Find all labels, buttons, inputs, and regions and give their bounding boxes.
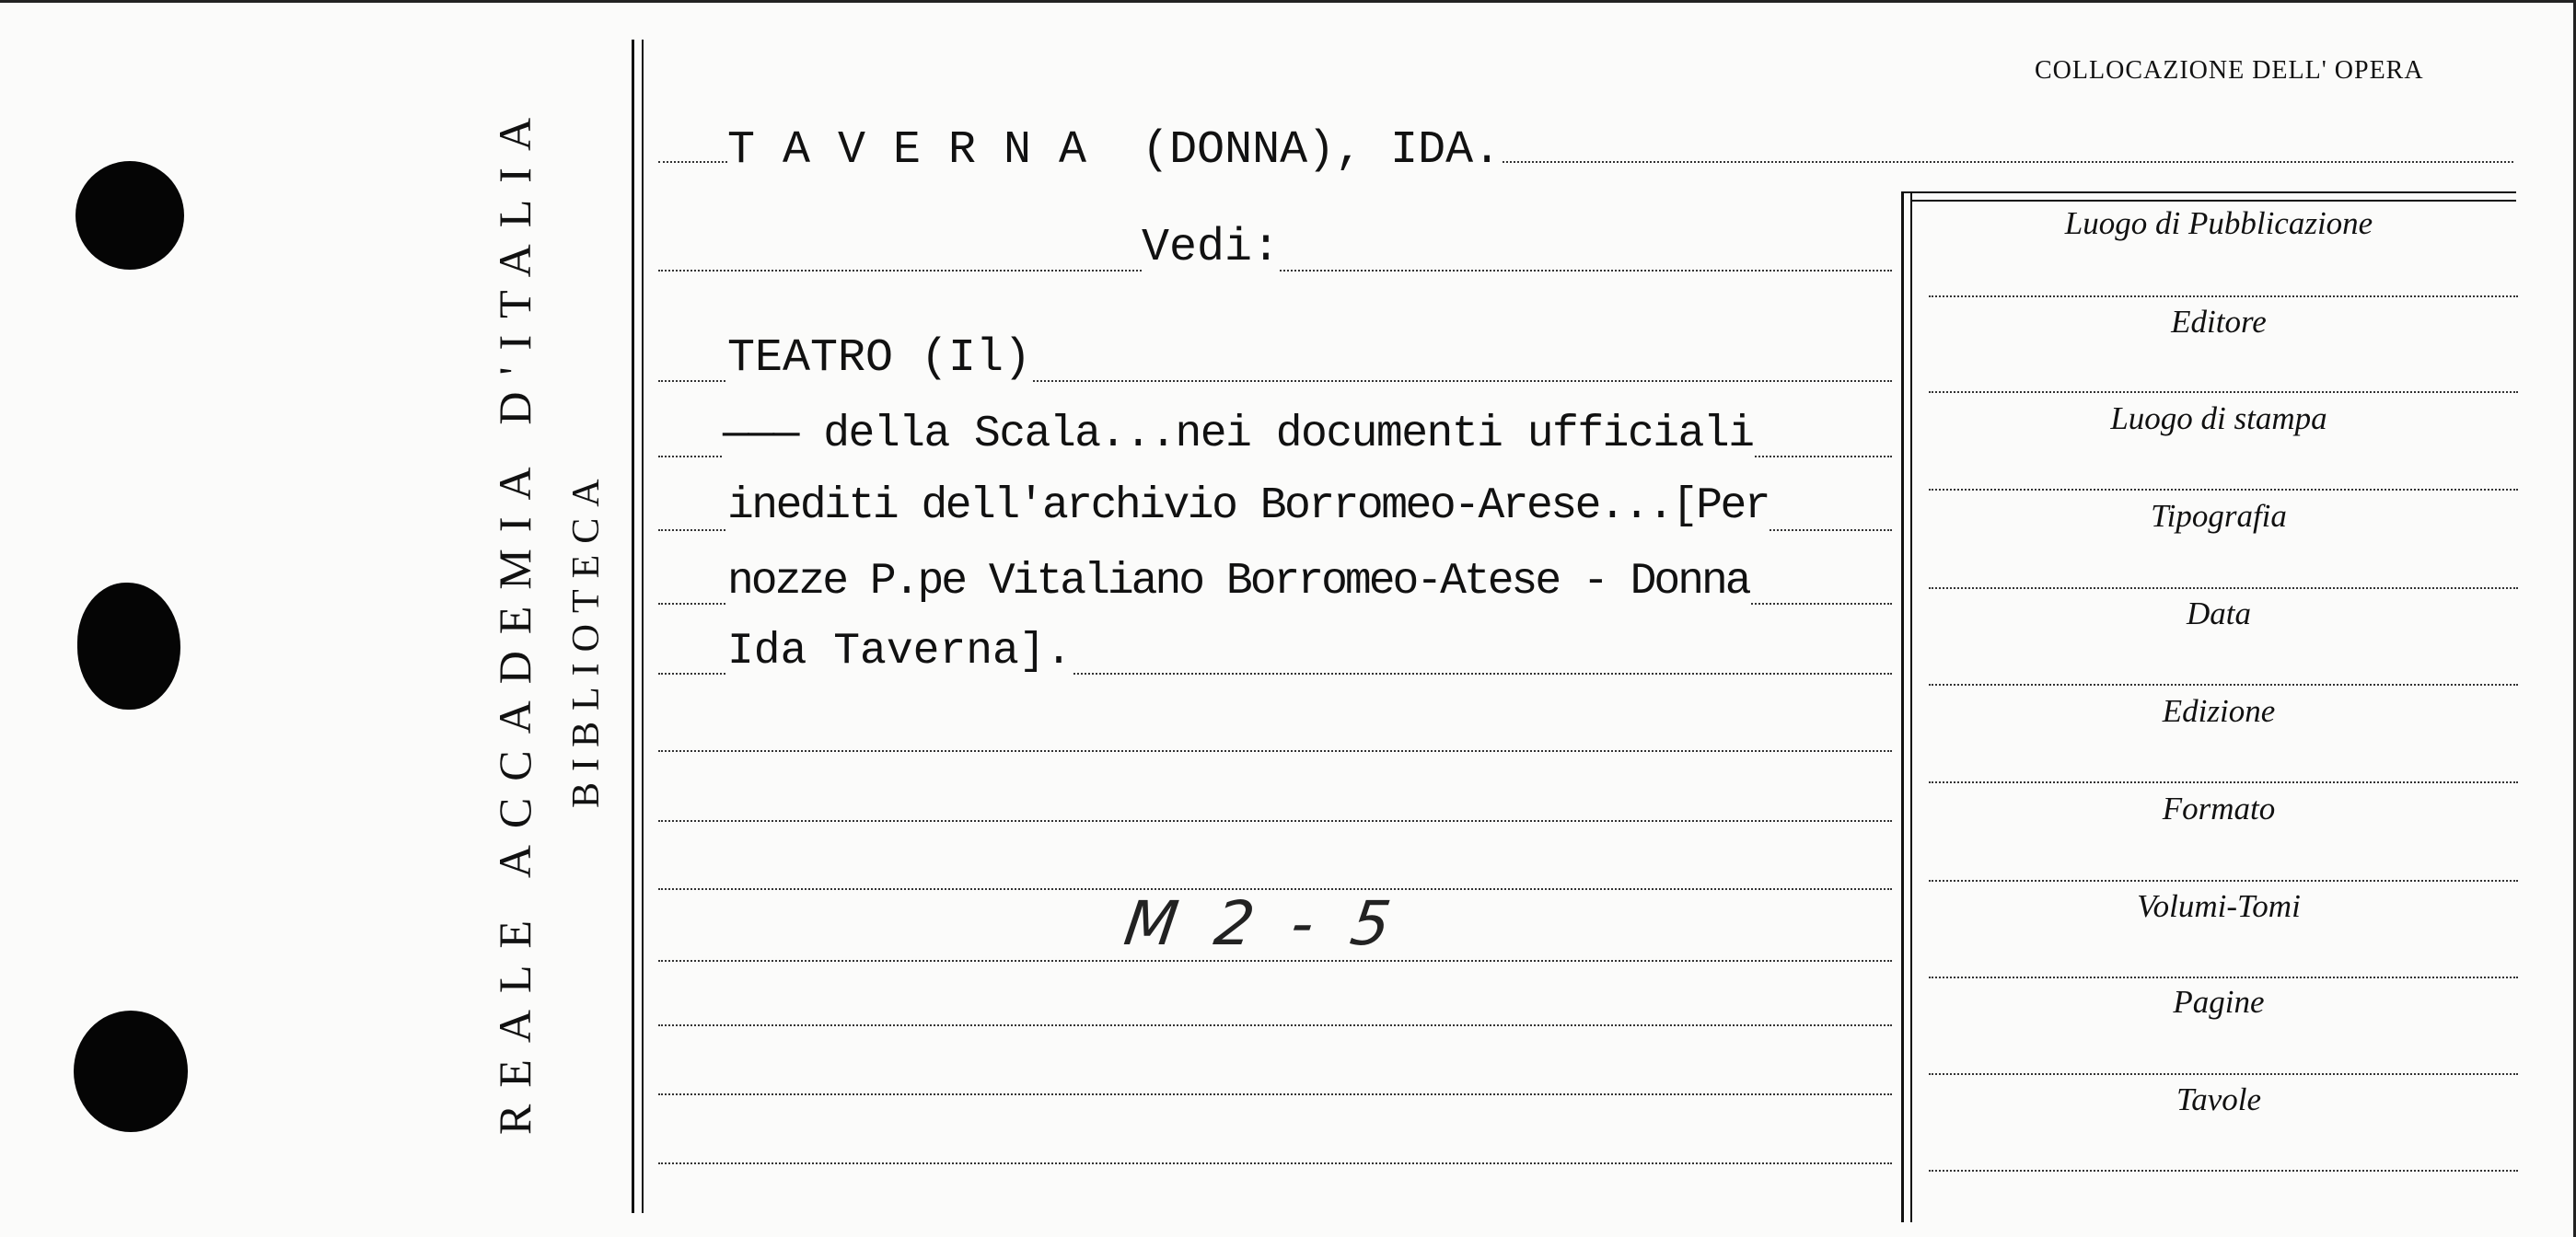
collocazione-header: COLLOCAZIONE DELL' OPERA	[2035, 56, 2424, 85]
left-border-rule-inner	[642, 40, 644, 1213]
writing-line	[658, 820, 1892, 822]
punch-hole-top	[75, 161, 184, 270]
fields-border-rule-inner	[1910, 191, 1912, 1222]
entry-heading: T A V E R N A (DONNA), IDA.	[727, 124, 1502, 177]
field-formato: Formato	[2162, 791, 2276, 827]
field-line	[1929, 977, 2518, 978]
field-volumi-tomi: Volumi-Tomi	[2137, 888, 2301, 924]
field-editore: Editore	[2171, 304, 2267, 340]
punch-hole-bottom	[74, 1011, 188, 1132]
entry-subject: TEATRO (Il)	[727, 332, 1032, 385]
field-luogo-stampa: Luogo di stampa	[2110, 400, 2327, 436]
field-luogo-pubblicazione: Luogo di Pubblicazione	[2064, 205, 2373, 241]
fields-border-rule	[1901, 191, 1904, 1222]
side-subtitle: BIBLIOTECA	[565, 468, 608, 808]
field-line	[1929, 295, 2518, 297]
writing-line	[658, 960, 1892, 962]
entry-see: Vedi:	[1142, 222, 1281, 274]
writing-line	[658, 1024, 1892, 1026]
field-line	[1929, 391, 2518, 393]
field-pagine: Pagine	[2173, 984, 2265, 1020]
field-edizione: Edizione	[2162, 693, 2276, 729]
field-line	[1929, 684, 2518, 686]
fields-top-rule-inner	[1910, 200, 2516, 202]
entry-line-2: inediti dell'archivio Borromeo-Arese...[Per	[727, 481, 1770, 531]
entry-line-3: nozze P.pe Vitaliano Borromeo-Atese - Donna	[727, 557, 1749, 607]
writing-line	[658, 1162, 1892, 1164]
left-border-rule	[632, 40, 634, 1213]
field-line	[1929, 1073, 2518, 1075]
fields-top-rule	[1901, 191, 2516, 193]
writing-line	[658, 1093, 1892, 1095]
field-tavole: Tavole	[2176, 1081, 2262, 1117]
field-line	[1929, 1170, 2518, 1172]
field-tipografia: Tipografia	[2151, 498, 2287, 534]
handwritten-shelfmark: M 2 - 5	[1120, 888, 1405, 959]
field-line	[1929, 880, 2518, 882]
writing-line	[658, 750, 1892, 752]
field-line	[1929, 781, 2518, 783]
field-line	[1929, 489, 2518, 491]
entry-line-4: Ida Taverna].	[727, 627, 1073, 676]
side-title: REALE ACCADEMIA D'ITALIA	[489, 100, 540, 1135]
punch-hole-middle	[77, 583, 180, 710]
field-data: Data	[2187, 595, 2251, 631]
field-line	[1929, 587, 2518, 589]
entry-line-1: ——— della Scala...nei documenti ufficiali	[723, 410, 1754, 459]
